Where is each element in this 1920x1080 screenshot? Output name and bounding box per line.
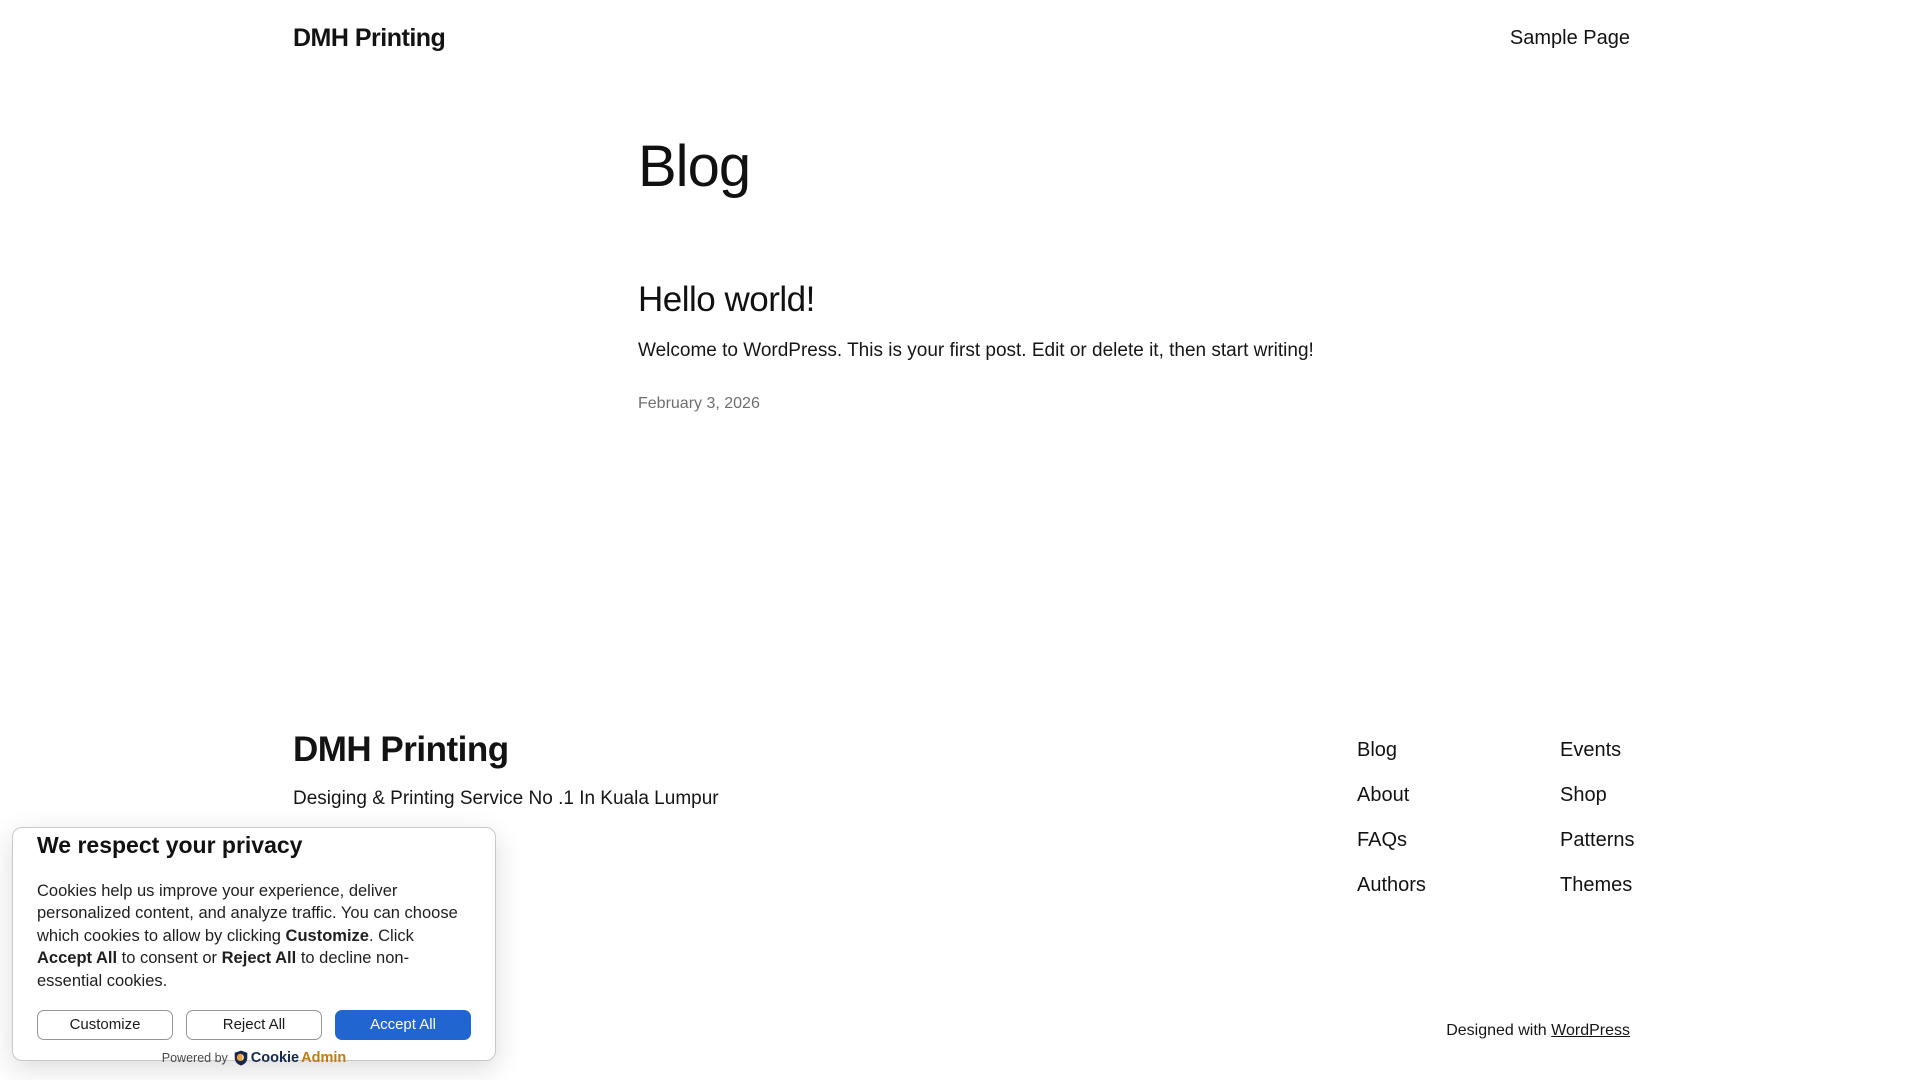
footer-link-shop[interactable]: Shop (1560, 784, 1607, 806)
footer-site-title[interactable]: DMH Printing (293, 730, 509, 769)
accept-all-button[interactable]: Accept All (335, 1010, 471, 1040)
footer-credit (1446, 1022, 1630, 1040)
footer-link-about[interactable]: About (1357, 784, 1410, 806)
post-title-link[interactable]: Hello world! (638, 280, 815, 319)
cookie-powered-by (37, 1050, 471, 1066)
cookie-banner-body (37, 880, 471, 993)
brand-cookie-text: Cookie (250, 1050, 300, 1067)
wordpress-link[interactable]: WordPress (1551, 1022, 1630, 1039)
cookie-body-text: Cookies help us improve your experience, deliver personalized content, and analyze traffic. You can choose which cookies to allow by clicking (37, 881, 458, 945)
nav-sample-page[interactable]: Sample Page (1509, 26, 1630, 49)
powered-by-label: Powered by (161, 1051, 228, 1066)
cookie-buttons-row (37, 1010, 471, 1040)
cookie-body-bold-customize: Customize (285, 926, 369, 945)
cookie-body-text: to decline non-essential cookies. (37, 949, 410, 990)
customize-button[interactable]: Customize (37, 1010, 173, 1040)
cookie-consent-banner (12, 827, 496, 1067)
cookieadmin-logo-link[interactable] (233, 1050, 346, 1066)
cookie-banner-title: We respect your privacy (37, 832, 303, 858)
footer-nav-column-2 (1560, 738, 1634, 918)
reject-all-button[interactable]: Reject All (186, 1010, 322, 1040)
post-date: February 3, 2026 (638, 395, 760, 412)
brand-admin-text: Admin (301, 1050, 347, 1067)
post-excerpt: Welcome to WordPress. This is your first post. Edit or delete it, then start writing! (638, 340, 1314, 361)
footer-link-faqs[interactable]: FAQs (1357, 829, 1408, 851)
header-nav (1510, 27, 1630, 50)
footer-link-themes[interactable]: Themes (1560, 874, 1633, 896)
site-title[interactable]: DMH Printing (293, 23, 446, 52)
footer-link-patterns[interactable]: Patterns (1560, 829, 1635, 851)
site-header (293, 0, 1630, 76)
cookie-body-bold-accept-all: Accept All (37, 949, 118, 968)
shield-icon (233, 1050, 249, 1066)
footer-nav-column-1 (1357, 738, 1426, 918)
footer-link-blog[interactable]: Blog (1357, 739, 1398, 761)
cookie-body-text: . Click (368, 926, 414, 945)
cookie-body-bold-reject-all: Reject All (221, 949, 297, 968)
credit-prefix: Designed with (1446, 1022, 1547, 1039)
page-title: Blog (638, 134, 751, 199)
footer-link-events[interactable]: Events (1560, 739, 1622, 761)
footer-tagline: Desiging & Printing Service No .1 In Kuala Lumpur (293, 788, 719, 809)
footer-link-authors[interactable]: Authors (1357, 874, 1426, 896)
cookie-body-text: to consent or (117, 949, 222, 968)
